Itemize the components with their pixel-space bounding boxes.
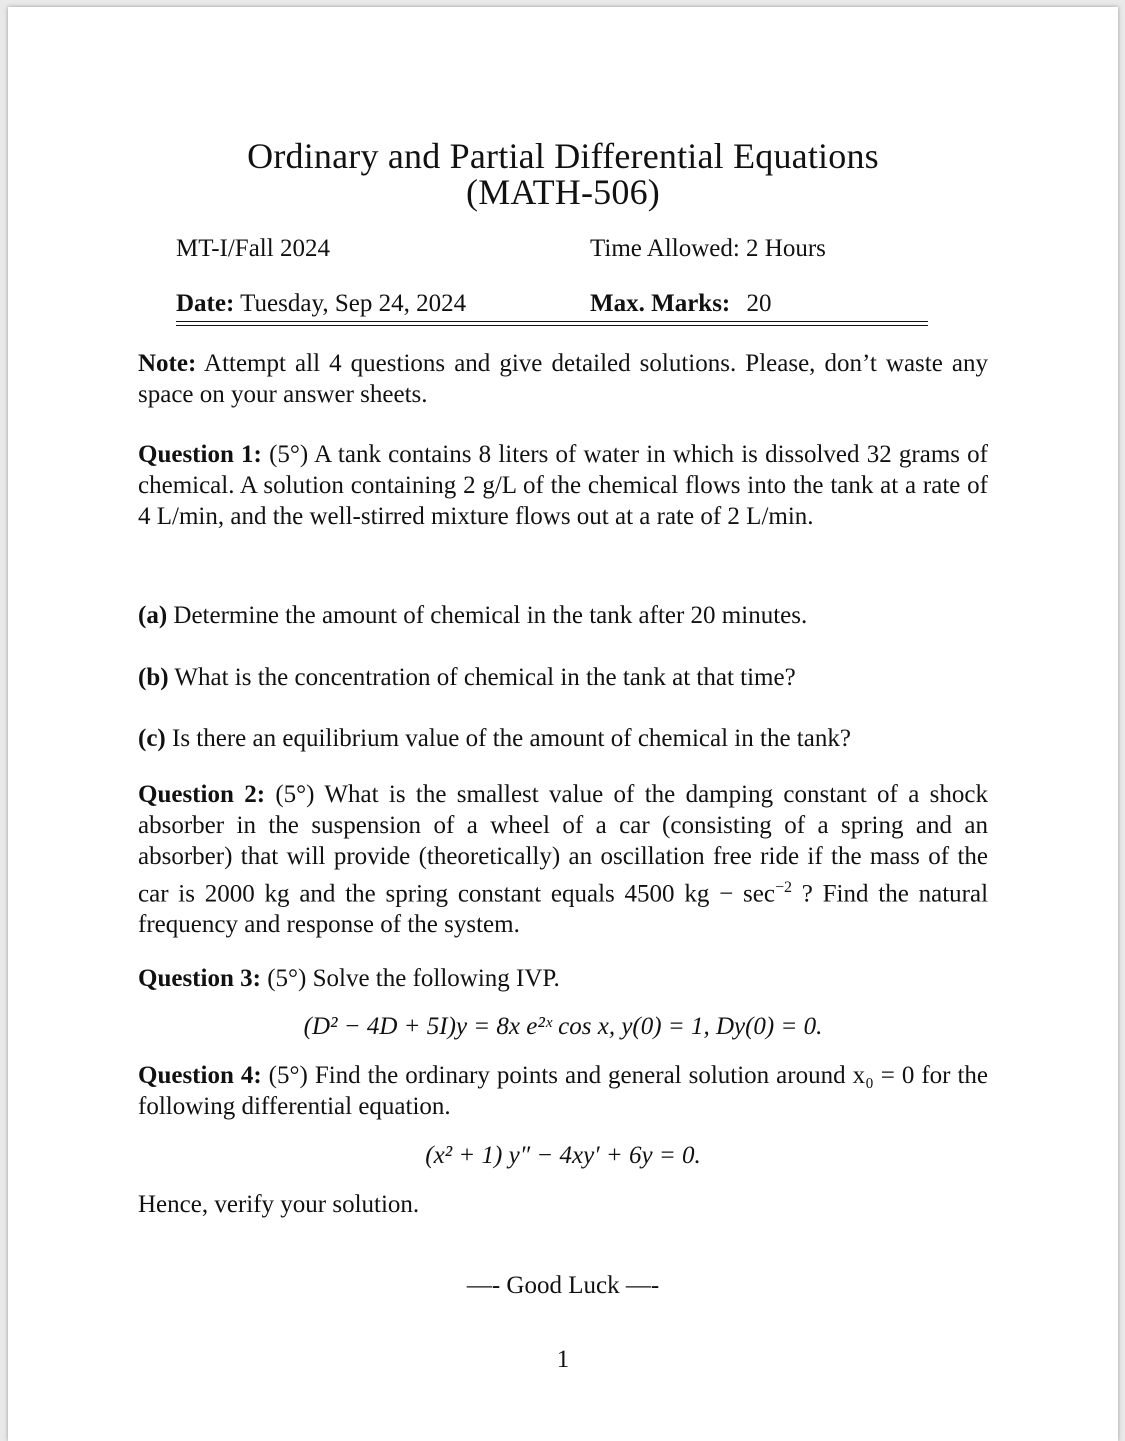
q2-label: Question 2: (138, 781, 266, 808)
q1-marks: (5°) (269, 441, 309, 468)
q4-equation (8, 1140, 1118, 1171)
q1-a-label: (a) (138, 602, 168, 629)
q4-after: Hence, verify your solution. (138, 1191, 420, 1218)
marks-row (590, 290, 772, 318)
good-luck: —- Good Luck —- (466, 1272, 660, 1299)
q4-marks: (5°) (268, 1062, 308, 1089)
exam-page (8, 7, 1118, 1441)
q2-exponent: −2 (774, 879, 792, 896)
q1-part-c (138, 723, 851, 754)
q4-label: Question 4: (138, 1062, 262, 1089)
title-line-2: (MATH-506) (466, 172, 660, 212)
q1-text: A tank contains 8 liters of water in which is dissolved 32 grams of chemical. A solution containing 2 g/L of the chemical flows into the tank at a rate of 4 L/min, and the well-stirred mixture flows out at a rate of 2 L/min. (138, 441, 989, 530)
q2-text: What is the smallest value of the damping constant of a shock absorber in the suspension of a wheel of a car (consisting of a spring and an absorber) that will provide (theoretically) an oscillation free ride if the mass of the car is 2000 kg and the spring constant equals 4500 kg − sec (138, 781, 988, 908)
date-row (176, 290, 466, 318)
q3-marks: (5°) (267, 965, 307, 992)
question-2 (138, 779, 988, 940)
q2-text-end: ? Find the natural frequency and response of the system. (138, 880, 989, 939)
note-label: Note: (138, 350, 197, 377)
q1-label: Question 1: (138, 441, 262, 468)
header-rule-top (176, 321, 928, 322)
q1-c-label: (c) (138, 725, 166, 752)
question-3 (138, 963, 560, 994)
q1-c-text: Is there an equilibrium value of the amount of chemical in the tank? (172, 725, 851, 752)
exam-term: MT-I/Fall 2024 (176, 235, 330, 262)
q3-label: Question 3: (138, 965, 261, 992)
q1-a-text: Determine the amount of chemical in the tank after 20 minutes. (173, 602, 808, 629)
question-4 (138, 1060, 988, 1122)
q2-marks: (5°) (275, 781, 315, 808)
note-paragraph (138, 348, 988, 410)
date-value: Tuesday, Sep 24, 2024 (240, 290, 467, 317)
marks-value: 20 (746, 290, 772, 317)
time-allowed: Time Allowed: 2 Hours (590, 235, 826, 262)
q1-b-label: (b) (138, 664, 169, 691)
q4-text: Find the ordinary points and general solution around x₀ = 0 for the following differential equation. (138, 1062, 989, 1120)
q3-text: Solve the following IVP. (312, 965, 560, 992)
question-1 (138, 439, 988, 532)
date-label: Date: (176, 290, 235, 317)
marks-label: Max. Marks: (590, 290, 731, 317)
q1-b-text: What is the concentration of chemical in the tank at that time? (174, 664, 796, 691)
title-line-1: Ordinary and Partial Differential Equations (247, 136, 879, 176)
header-rule-bottom (176, 325, 928, 326)
q3-equation-text: (D² − 4D + 5I)y = 8x e²ˣ cos x, y(0) = 1, Dy(0) = 0. (303, 1013, 823, 1040)
q1-part-a (138, 600, 807, 631)
q3-equation (8, 1011, 1118, 1042)
q1-part-b (138, 662, 796, 693)
note-text: Attempt all 4 questions and give detailed solutions. Please, don’t waste any space on your answer sheets. (138, 350, 988, 408)
q4-equation-text: (x² + 1) y″ − 4xy′ + 6y = 0. (425, 1142, 701, 1169)
page-number: 1 (556, 1346, 570, 1373)
